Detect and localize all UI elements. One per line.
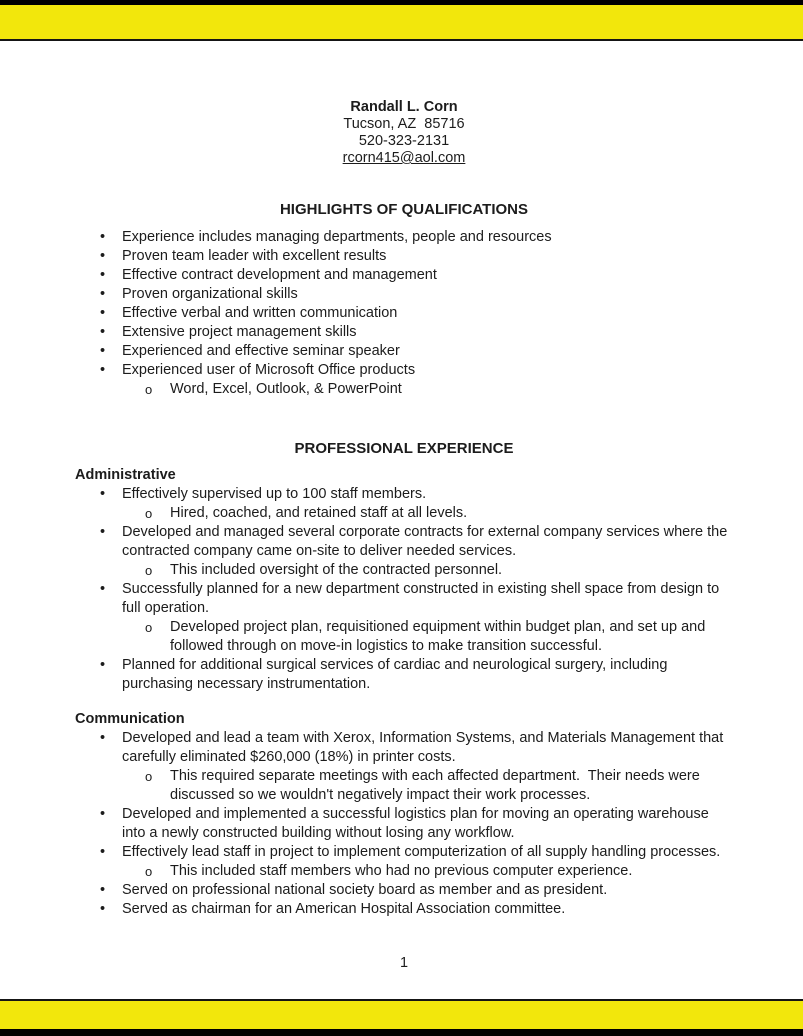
list-item	[75, 323, 733, 342]
sub-bullet-icon	[145, 767, 170, 805]
contact-location: Tucson, AZ 85716	[343, 116, 465, 132]
sub-list-item	[75, 561, 733, 580]
bullet-icon	[100, 580, 122, 618]
bullet-icon	[100, 304, 122, 323]
bullet-icon	[100, 881, 122, 900]
sub-bullet-icon	[145, 380, 170, 399]
bullet-icon	[100, 843, 122, 862]
list-item	[75, 729, 733, 767]
list-item-text: Proven team leader with excellent results	[122, 248, 387, 264]
list-item-text: Extensive project management skills	[122, 324, 357, 340]
administrative-list	[75, 485, 733, 694]
bullet-icon	[100, 729, 122, 767]
list-item	[75, 285, 733, 304]
list-item-text: Experience includes managing departments, people and resources	[122, 229, 552, 245]
list-item	[75, 304, 733, 323]
list-item-text: Effectively supervised up to 100 staff members.	[122, 486, 427, 502]
list-item-text: Developed and implemented a successful logistics plan for moving an operating warehouse into a newly constructed building without losing any workflow.	[122, 806, 713, 841]
list-item	[75, 266, 733, 285]
sub-list-item-text: Hired, coached, and retained staff at all levels.	[170, 505, 468, 521]
sub-bullet-icon	[145, 561, 170, 580]
contact-name: Randall L. Corn	[350, 99, 458, 115]
top-border-stripe	[0, 0, 803, 41]
list-item-text: Developed and lead a team with Xerox, Information Systems, and Materials Management that carefully eliminated $260,000 (18%) in printer costs.	[122, 730, 728, 765]
sub-list-item	[75, 380, 733, 399]
list-item-text: Served on professional national society board as member and as president.	[122, 882, 608, 898]
bottom-border-stripe	[0, 999, 803, 1036]
list-item-text: Successfully planned for a new department constructed in existing shell space from design to full operation.	[122, 581, 724, 616]
list-item	[75, 900, 733, 919]
sub-list-item	[75, 767, 733, 805]
bullet-icon	[100, 900, 122, 919]
list-item-text: Experienced user of Microsoft Office products	[122, 362, 416, 378]
sub-list-item-text: Developed project plan, requisitioned equipment within budget plan, and set up and followed through on move-in logistics to make transition successful.	[170, 619, 710, 654]
list-item-text: Experienced and effective seminar speaker	[122, 343, 400, 359]
sub-list-item	[75, 862, 733, 881]
bullet-icon	[100, 805, 122, 843]
list-item	[75, 656, 733, 694]
bullet-icon	[100, 523, 122, 561]
sub-bullet-icon	[145, 618, 170, 656]
list-item	[75, 485, 733, 504]
list-item	[75, 247, 733, 266]
list-item-text: Planned for additional surgical services of cardiac and neurological surgery, including purchasing necessary instrumentation.	[122, 657, 672, 692]
contact-phone: 520-323-2131	[358, 133, 450, 149]
bullet-icon	[100, 228, 122, 247]
list-item-text: Proven organizational skills	[122, 286, 298, 302]
communication-list	[75, 729, 733, 919]
list-item-text: Developed and managed several corporate contracts for external company services where the contracted company came on-site to deliver needed services.	[122, 524, 732, 559]
bullet-icon	[100, 285, 122, 304]
sub-list-item	[75, 618, 733, 656]
bullet-icon	[100, 342, 122, 361]
bullet-icon	[100, 361, 122, 380]
sub-list-item-text: This included oversight of the contracted personnel.	[170, 562, 503, 578]
list-item-text: Served as chairman for an American Hospital Association committee.	[122, 901, 566, 917]
list-item	[75, 805, 733, 843]
bullet-icon	[100, 485, 122, 504]
group-heading-communication: Communication	[75, 711, 185, 727]
list-item	[75, 843, 733, 862]
sub-list-item-text: This required separate meetings with each affected department. Their needs were discussed so we wouldn't negatively impact their work processes.	[170, 768, 704, 803]
group-heading-administrative: Administrative	[75, 467, 176, 483]
sub-bullet-icon	[145, 504, 170, 523]
section-title-highlights: HIGHLIGHTS OF QUALIFICATIONS	[279, 201, 529, 218]
sub-list-item-text: This included staff members who had no previous computer experience.	[170, 863, 633, 879]
list-item	[75, 580, 733, 618]
sub-list-item	[75, 504, 733, 523]
resume-content	[0, 41, 803, 999]
bullet-icon	[100, 323, 122, 342]
page-number: 1	[399, 955, 409, 971]
bullet-icon	[100, 266, 122, 285]
section-title-experience: PROFESSIONAL EXPERIENCE	[294, 440, 514, 457]
bullet-icon	[100, 247, 122, 266]
bullet-icon	[100, 656, 122, 694]
highlights-list	[75, 228, 733, 399]
list-item	[75, 881, 733, 900]
contact-email-link[interactable]: rcorn415@aol.com	[342, 150, 466, 166]
contact-header	[75, 99, 733, 167]
list-item-text: Effective contract development and management	[122, 267, 437, 283]
list-item-text: Effective verbal and written communication	[122, 305, 398, 321]
list-item-text: Effectively lead staff in project to implement computerization of all supply handling processes.	[122, 844, 721, 860]
list-item	[75, 361, 733, 380]
list-item	[75, 342, 733, 361]
list-item	[75, 523, 733, 561]
sub-bullet-icon	[145, 862, 170, 881]
list-item	[75, 228, 733, 247]
sub-list-item-text: Word, Excel, Outlook, & PowerPoint	[170, 381, 402, 397]
